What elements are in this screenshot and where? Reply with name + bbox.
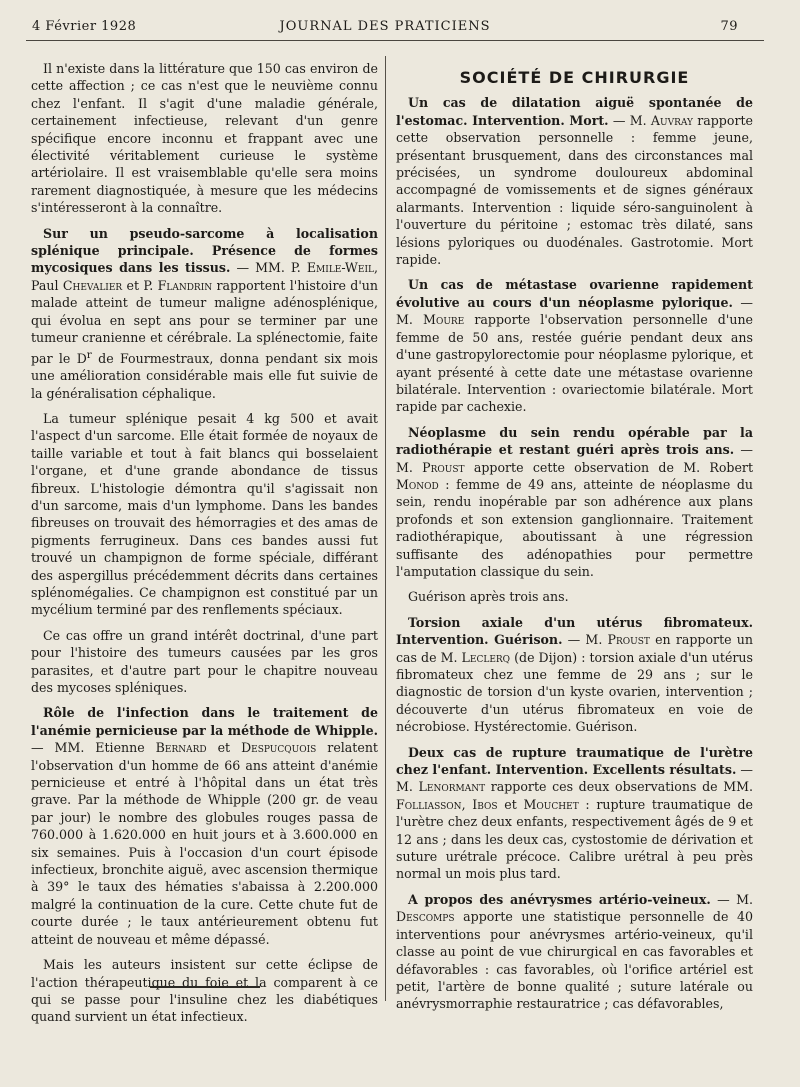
- author-name: Folliasson: [396, 796, 462, 812]
- left-column: [31, 60, 378, 1034]
- author-name: Flandrin: [157, 277, 213, 293]
- author-name: Emile-Weil: [306, 260, 374, 276]
- article-title: Un cas de métastase ovarienne rapidement évolutive au cours d'un néoplasme pylorique.: [396, 277, 753, 310]
- author-name: Leclerq: [461, 649, 511, 665]
- author-name: Descomps: [396, 909, 455, 925]
- header-journal-title: JOURNAL DES PRATICIENS: [279, 19, 491, 34]
- author-name: Bernard: [155, 740, 207, 756]
- article-title: Deux cas de rupture traumatique de l'urètre chez l'enfant. Intervention. Excellents résultats.: [396, 744, 753, 778]
- article-title: A propos des anévrysmes artério-veineux.: [408, 891, 711, 907]
- section-title: SOCIÉTÉ DE CHIRURGIE: [459, 68, 690, 87]
- author-name: Despucquois: [241, 740, 317, 756]
- author-name: Proust: [422, 459, 465, 475]
- author-name: Monod: [396, 476, 439, 492]
- author-name: Mouchet: [523, 796, 579, 812]
- author-name: Ibos: [472, 796, 498, 812]
- author-name: Auvray: [650, 112, 693, 128]
- article-neoplasme-sein: Néoplasme du sein rendu opérable par la radiothérapie et restant guéri après trois ans. — M. Proust apporte cette observation de M. Robert Monod : femme de 49 ans, atteinte de néoplasme du sein, rendu inopérable par son adhérence aux plans profonds et son extension ganglionnaire. Traitement radiothérapique, aboutissant à une régression suffisante des adénopathies pour permettre l'amputation classique du sein.: [396, 424, 754, 579]
- author-name: Moure: [423, 312, 465, 328]
- article-rupture-uretre: Deux cas de rupture traumatique de l'urètre chez l'enfant. Intervention. Excellents résultats. — M. Lenormant rapporte ces deux observations de MM. Folliasson, Ibos et Mouchet : rupture traumatique de l'urètre chez deux enfants, respectivement âgés de 9 et 12 ans ; dans les deux cas, cystostomie de dérivation et suture urétrale précoce. Calibre urétral à peu près normal un mois plus tard.: [396, 744, 753, 882]
- right-column: [396, 69, 753, 1021]
- running-header: [32, 19, 738, 41]
- article-paragraph: La tumeur splénique pesait 4 kg 500 et avait l'aspect d'un sarcome. Elle était formée de noyaux de taille variable et tout à fait blancs qui bosselaient l'organe, et d'une grande abondance de tissus fibreux. L'histologie démontra qu'il s'agissait non d'un sarcome, mais d'un lymphome. Dans les bandes fibreuses on trouvait des hémorragies et des amas de pigments ferrugineux. Dans ces bandes aussi fut trouvé un champignon de forme spéciale, différant des aspergillus précédemment décrits dans certaines splénomégalies. Ce champignon est constitué par un mycélium terminé par des renflements spéciaux.: [31, 410, 378, 618]
- article-title: Sur un pseudo-sarcome à localisation splénique principale. Présence de formes mycosiques dans les tissus.: [31, 225, 378, 276]
- end-of-article-rule: [150, 986, 260, 988]
- article-paragraph: Ce cas offre un grand intérêt doctrinal, d'une part pour l'histoire des tumeurs causées par les gros parasites, et d'autre part pour le chapitre nouveau des mycoses spléniques.: [31, 627, 378, 695]
- article-dilatation-estomac: Un cas de dilatation aiguë spontanée de l'estomac. Intervention. Mort. — M. Auvray rapporte cette observation personnelle : femme jeune, présentant brusquement, dans des circonstances mal précisées, un syndrome douloureux abdominal accompagné de vomissements et de signes généraux alarmants. Intervention : liquide séro-sanguinolent à l'ouverture du péritoine ; estomac très dilaté, sans lésions pyloriques ou duodénales. Gastrotomie. Mort rapide.: [396, 95, 753, 268]
- article-title: Néoplasme du sein rendu opérable par la radiothérapie et restant guéri après trois ans.: [396, 424, 753, 458]
- header-date: 4 Février 1928: [32, 19, 137, 34]
- article-title: Rôle de l'infection dans le traitement de l'anémie pernicieuse par la méthode de Whipple.: [31, 705, 378, 738]
- column-divider: [385, 56, 386, 1001]
- article-paragraph: Mais les auteurs insistent sur cette éclipse de l'action thérapeutique du foie et la comparent à ce qui se passe pour l'insuline chez les diabétiques quand survient un état infectieux.: [31, 957, 378, 1025]
- intro-paragraph: Il n'existe dans la littérature que 150 cas environ de cette affection ; ce cas n'est que le neuvième connu chez l'enfant. Il s'agit d'une maladie générale, certainement infectieuse, relevant d'un genre spécifique encore inconnu et frappant avec une électivité véritablement curieuse le système artériolaire. Il est vraisemblable qu'elle sera moins rarement diagnostiquée, à mesure que les médecins s'intéresseront à la connaître.: [31, 61, 378, 216]
- article-torsion-uterus: Torsion axiale d'un utérus fibromateux. Intervention. Guérison. — M. Proust en rapporte un cas de M. Leclerq (de Dijon) : torsion axiale d'un utérus fibromateux chez une femme de 29 ans ; sur le diagnostic de torsion d'un kyste ovarien, intervention ; découverte d'un utérus fibromateux en voie de nécrobiose. Hystérectomie. Guérison.: [396, 614, 753, 735]
- header-rule: [26, 40, 764, 41]
- author-name: Chevalier: [62, 277, 123, 293]
- article-title: Un cas de dilatation aiguë spontanée de l'estomac. Intervention. Mort.: [396, 95, 753, 128]
- article-metastase-ovarienne: Un cas de métastase ovarienne rapidement évolutive au cours d'un néoplasme pylorique. — M. Moure rapporte l'observation personnelle d'une femme de 50 ans, restée guérie pendant deux ans d'une gastropylorectomie pour néoplasme pylorique, et ayant présenté à cette date une métastase ovarienne bilatérale. Intervention : ovariectomie bilatérale. Mort rapide par cachexie.: [396, 277, 754, 415]
- article-pseudo-sarcome: Sur un pseudo-sarcome à localisation splénique principale. Présence de formes mycosiques dans les tissus. — MM. P. Emile-Weil, Paul Chevalier et P. Flandrin rapportent l'histoire d'un malade atteint de tumeur maligne adénosplénique, qui évolua en sept ans pour se terminer par une tumeur cranienne et cérébrale. La splénectomie, faite par le $D^r$ de Fourmestraux, donna pendant six mois une amélioration considérable mais elle fut suivie de la généralisation céphalique.: [31, 225, 378, 401]
- article-title: Torsion axiale d'un utérus fibromateux. Intervention. Guérison.: [396, 614, 753, 648]
- author-name: Lenormant: [418, 779, 486, 795]
- article-anevrysmes: A propos des anévrysmes artério-veineux. — M. Descomps apporte une statistique personnelle de 40 interventions pour anévrysmes artério-veineux, qu'il classe au point de vue chirurgical en cas favorables et défavorables : cas favorables, où l'orifice artériel est petit, l'artère de bonne qualité ; suture latérale ou anévrysmorraphie restauratrice ; cas défavorables,: [396, 891, 753, 1012]
- header-page-number: 79: [720, 19, 738, 34]
- article-result: Guérison après trois ans.: [408, 589, 569, 605]
- author-name: Proust: [607, 632, 650, 648]
- article-anemie-pernicieuse: Rôle de l'infection dans le traitement de l'anémie pernicieuse par la méthode de Whipple. — MM. Etienne Bernard et Despucquois relatent l'observation d'un homme de 66 ans atteint d'anémie pernicieuse et entré à l'hôpital dans un état très grave. Par la méthode de Whipple (200 gr. de veau par jour) le nombre des globules rouges passa de 760.000 à 1.620.000 en huit jours et à 3.600.000 en six semaines. Puis à l'occasion d'un court épisode infectieux, bronchite aiguë, avec ascension thermique à 39° le taux des hématies s'abaissa à 2.200.000 malgré la continuation de la cure. Cette chute fut de courte durée ; le taux antérieurement obtenu fut atteint de nouveau et même dépassé.: [31, 705, 378, 947]
